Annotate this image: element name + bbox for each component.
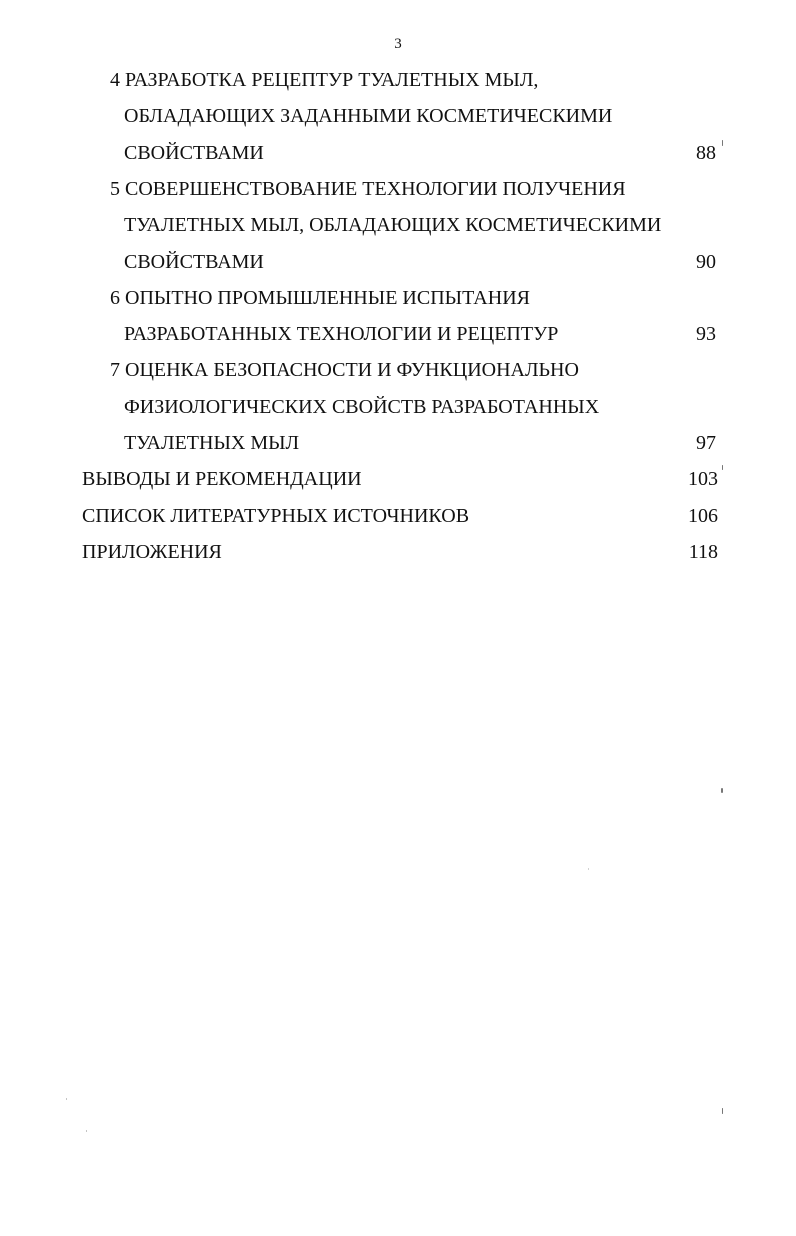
toc-entry-4-page: 88 <box>696 142 716 164</box>
toc-entry-appendices-page: 118 <box>688 541 718 563</box>
toc-entry-references: СПИСОК ЛИТЕРАТУРНЫХ ИСТОЧНИКОВ <box>82 505 470 527</box>
toc-entry-5-line-3: СВОЙСТВАМИ <box>124 251 264 273</box>
toc-entry-references-page: 106 <box>688 505 718 527</box>
scan-speck <box>722 465 723 470</box>
toc-entry-5-page: 90 <box>696 251 716 273</box>
toc-entry-6-line-1: 6 ОПЫТНО ПРОМЫШЛЕННЫЕ ИСПЫТАНИЯ <box>110 287 530 309</box>
toc-entry-6-page: 93 <box>696 323 716 345</box>
scan-speck <box>721 788 723 793</box>
scan-speck <box>722 140 723 146</box>
toc-entry-conclusions-page: 103 <box>688 468 718 490</box>
scan-speck <box>66 1098 67 1100</box>
toc-entry-7-line-1: 7 ОЦЕНКА БЕЗОПАСНОСТИ И ФУНКЦИОНАЛЬНО <box>110 359 579 381</box>
toc-entry-5-line-2: ТУАЛЕТНЫХ МЫЛ, ОБЛАДАЮЩИХ КОСМЕТИЧЕСКИМИ <box>124 214 662 236</box>
toc-entry-7-line-2: ФИЗИОЛОГИЧЕСКИХ СВОЙСТВ РАЗРАБОТАННЫХ <box>124 396 600 418</box>
toc-entry-7-line-3: ТУАЛЕТНЫХ МЫЛ <box>124 432 300 454</box>
scan-speck <box>722 1108 723 1114</box>
scan-speck <box>86 1130 87 1132</box>
toc-entry-conclusions: ВЫВОДЫ И РЕКОМЕНДАЦИИ <box>82 468 362 490</box>
toc-entry-5-line-1: 5 СОВЕРШЕНСТВОВАНИЕ ТЕХНОЛОГИИ ПОЛУЧЕНИЯ <box>110 178 626 200</box>
toc-entry-7-page: 97 <box>696 432 716 454</box>
scan-speck <box>588 868 589 870</box>
toc-entry-4-line-1: 4 РАЗРАБОТКА РЕЦЕПТУР ТУАЛЕТНЫХ МЫЛ, <box>110 69 539 91</box>
toc-entry-4-line-2: ОБЛАДАЮЩИХ ЗАДАННЫМИ КОСМЕТИЧЕСКИМИ <box>124 105 613 127</box>
page-number: 3 <box>394 36 402 52</box>
toc-entry-6-line-2: РАЗРАБОТАННЫХ ТЕХНОЛОГИИ И РЕЦЕПТУР <box>124 323 559 345</box>
toc-entry-appendices: ПРИЛОЖЕНИЯ <box>82 541 222 563</box>
toc-entry-4-line-3: СВОЙСТВАМИ <box>124 142 264 164</box>
